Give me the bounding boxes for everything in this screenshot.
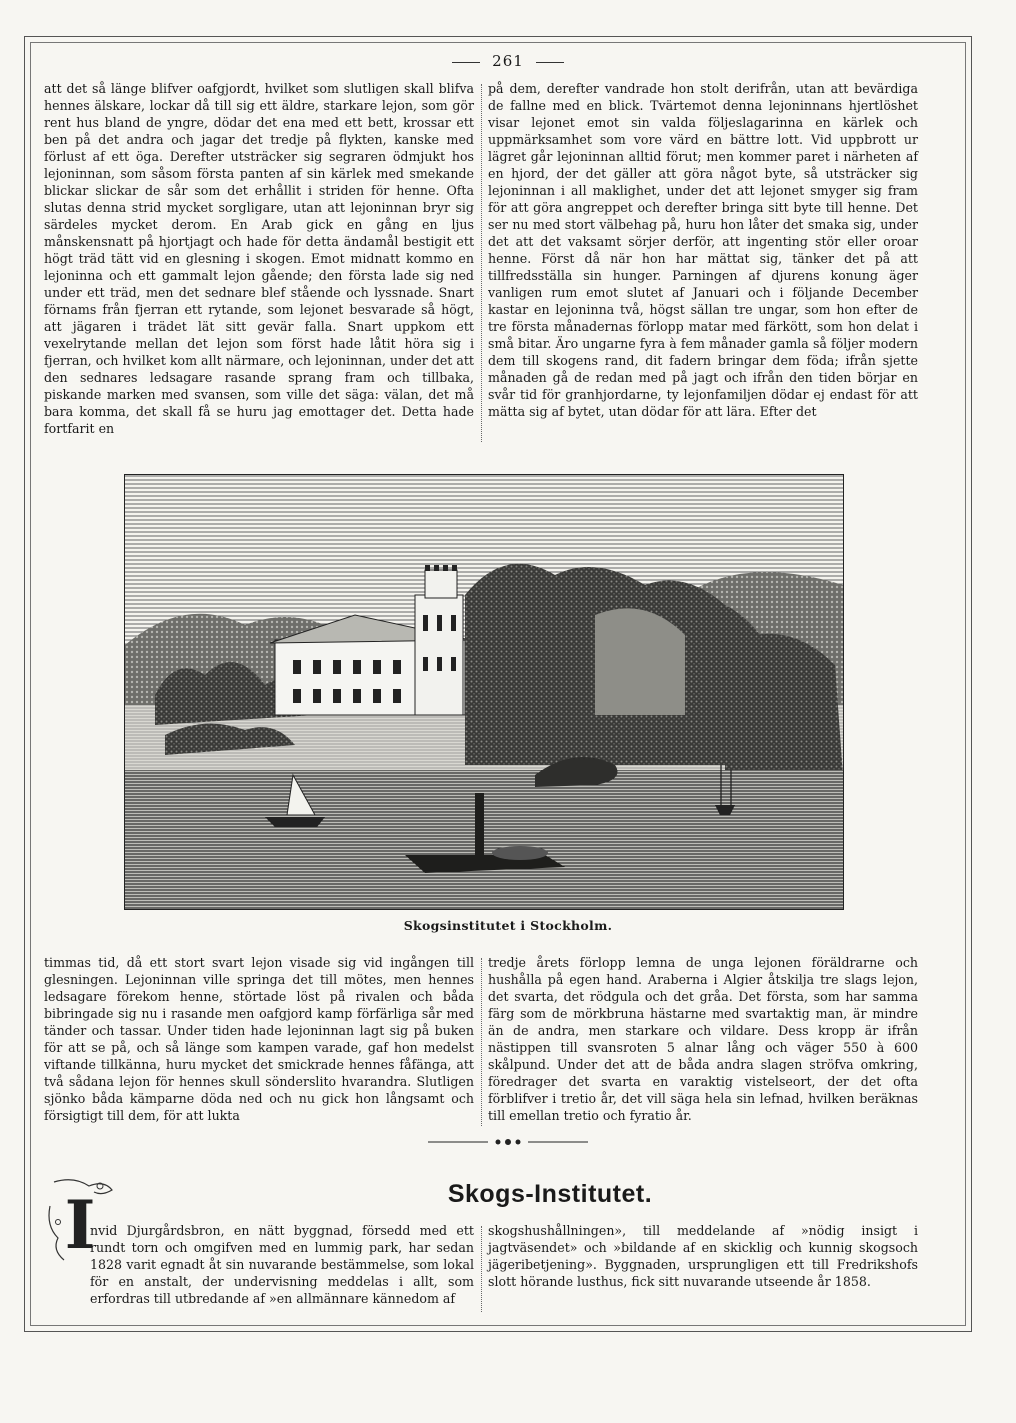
page-number-dash-right (536, 62, 564, 63)
page-number (0, 52, 1016, 70)
dropcap-letter: I (64, 1186, 96, 1264)
paragraph: tredje årets förlopp lemna de unga lejonen föräldrarne och hushålla på egen hand. Araberna i Algier åtskilja tre slags lejon, det svarta, det rödgula och det gråa. Det första, som har samma färg som de mörkbruna hästarne med svartaktig man, är mindre än de andra, men starkare och vildare. Dess kropp är ifrån nästippen till svansroten 5 alnar lång och väger 550 à 600 skålpund. Under det att de båda andra slagen ströfva omkring, föredrager det svarta en varaktig vistelseort, der det ofta förblifver i tretio år, det vill säga hela sin lefnad, hvilken beräknas till emellan tretio och fyratio år. (488, 955, 918, 1123)
column-divider (481, 1226, 482, 1312)
article-lions-column-3 (44, 954, 474, 1124)
paragraph: timmas tid, då ett stort svart lejon visade sig vid ingången till glesningen. Lejoninnan ville springa det till mötes, men hennes ledsagare förekom henne, störtade löst på rivalen och båda bibringade sig nu i rasande men oafgjord kamp förfärliga sår med tänder och tassar. Under tiden hade lejoninnan lagt sig på buken för att se på, och så länge som kampen varade, gaf hon medelst viftande tillkänna, huru mycket det smickrade hennes fåfänga, att två sådana lejon för hennes skull sönderslito hvarandra. Slutligen sjönko båda kämparne döda ned och nu gick hon långsamt och försigtigt till dem, för att lukta (44, 955, 474, 1123)
column-divider (481, 958, 482, 1126)
page-number-text: 261 (492, 52, 524, 70)
paragraph: nvid Djurgårdsbron, en nätt byggnad, försedd med ett rundt torn och omgifven med en lummig park, har sedan 1828 varit egnadt åt sin nuvarande bestämmelse, som lokal för en anstalt, der undervisning meddelas i allt, som erfordras till utbredande af »en allmännare kännedom af (90, 1223, 474, 1306)
article-lions-column-2 (488, 80, 918, 420)
page-number-dash-left (452, 62, 480, 63)
section-title: Skogs-Institutet. (447, 1180, 653, 1208)
article-lions-column-4 (488, 954, 918, 1124)
illustration-caption: Skogsinstitutet i Stockholm. (403, 918, 613, 933)
paragraph: skogshushållningen», till meddelande af »nödig insigt i jagtväsendet» och »bildande af en skicklig och kunnig skogsoch jägeribetjening». Byggnaden, ursprungligen ett till Fredrikshofs slott hörande lusthus, fick sitt nuvarande utseende år 1858. (488, 1223, 918, 1289)
section-divider-ornament (428, 1137, 588, 1147)
column-divider (481, 84, 482, 442)
engraving-forestry-institute (124, 474, 844, 910)
article-lions-column-1 (44, 80, 474, 437)
article-institute-column-1 (44, 1222, 474, 1307)
paragraph: på dem, derefter vandrade hon stolt derifrån, utan att bevärdiga de fallne med en blick. Tvärtemot denna lejoninnans hjertlöshet visar lejonet emot sin valda följeslagarinna en kärlek och uppmärksamhet som vore värd en bättre lott. Vid uppbrott ur lägret går lejoninnan alltid förut; men kommer paret i närheten af en hjord, der det gäller att göra något byte, så utsträcker sig lejoninnan i all maklighet, under det att lejonet smyger sig fram för att göra angreppet och derefter bringa sitt byte till henne. Det ser nu med stort välbehag på, huru hon låter det smaka sig, under det att det vaksamt sörjer derför, att ingenting stör eller oroar henne. Först då när hon har mättat sig, tänker det på att tillfredsställa sin hunger. Parningen af djurens konung äger vanligen rum emot slutet af Januari och i följande December kastar en lejoninna två, högst sällan tre ungar, som hon efter de tre första månadernas förlopp matar med färkött, som hon delat i små bitar. Äro ungarne fyra à fem månader gamla så följer modern dem till skogens rand, dit fadern bringar dem föda; ifrån sjette månaden gå de redan med på jagt och ifrån den tiden börjar en svår tid för granhjordarne, ty lejonfamiljen dödar ej endast för att mätta sig af bytet, utan dödar för att lära. Efter det (488, 81, 918, 419)
paragraph: att det så länge blifver oafgjordt, hvilket som slutligen skall blifva hennes älskare, lockar då till sig ett äldre, starkare lejon, som gör rent hus bland de yngre, dödar det ena med ett bett, krossar ett ben på det andra och jagar det tredje på flykten, kanske med förlust af ett öga. Derefter utsträcker sig segraren ödmjukt hos lejoninnan, som såsom första panten af sin kärlek med smekande blickar slickar de sår som det erhållit i striden för henne. Ofta slutas denna strid mycket sorgligare, utan att lejoninnan bryr sig särdeles mycket derom. En Arab gick en gång en ljus månskensnatt på hjortjagt och hade för detta ändamål bestigit ett högt träd tätt vid en glesning i skogen. Emot midnatt kommo en lejoninna och ett gammalt lejon gående; den första lade sig ned under ett träd, men det sednare blef stående och lyssnade. Snart förnams från fjerran ett rytande, som lejonet besvarade så högt, att jägaren i trädet lät sitt gevär falla. Snart uppkom ett vexelrytande mellan det lejon som först hade låtit höra sig i fjerran, och hvilket kom allt närmare, och lejoninnan, under det att den sednares ledsagare rasande sprang fram och tillbaka, piskande marken med svansen, som ville det säga: välan, det må bara komma, det skall få se huru jag emottager det. Detta hade fortfarit en (44, 81, 474, 436)
engraving-image (125, 475, 843, 909)
article-institute-column-2 (488, 1222, 918, 1290)
